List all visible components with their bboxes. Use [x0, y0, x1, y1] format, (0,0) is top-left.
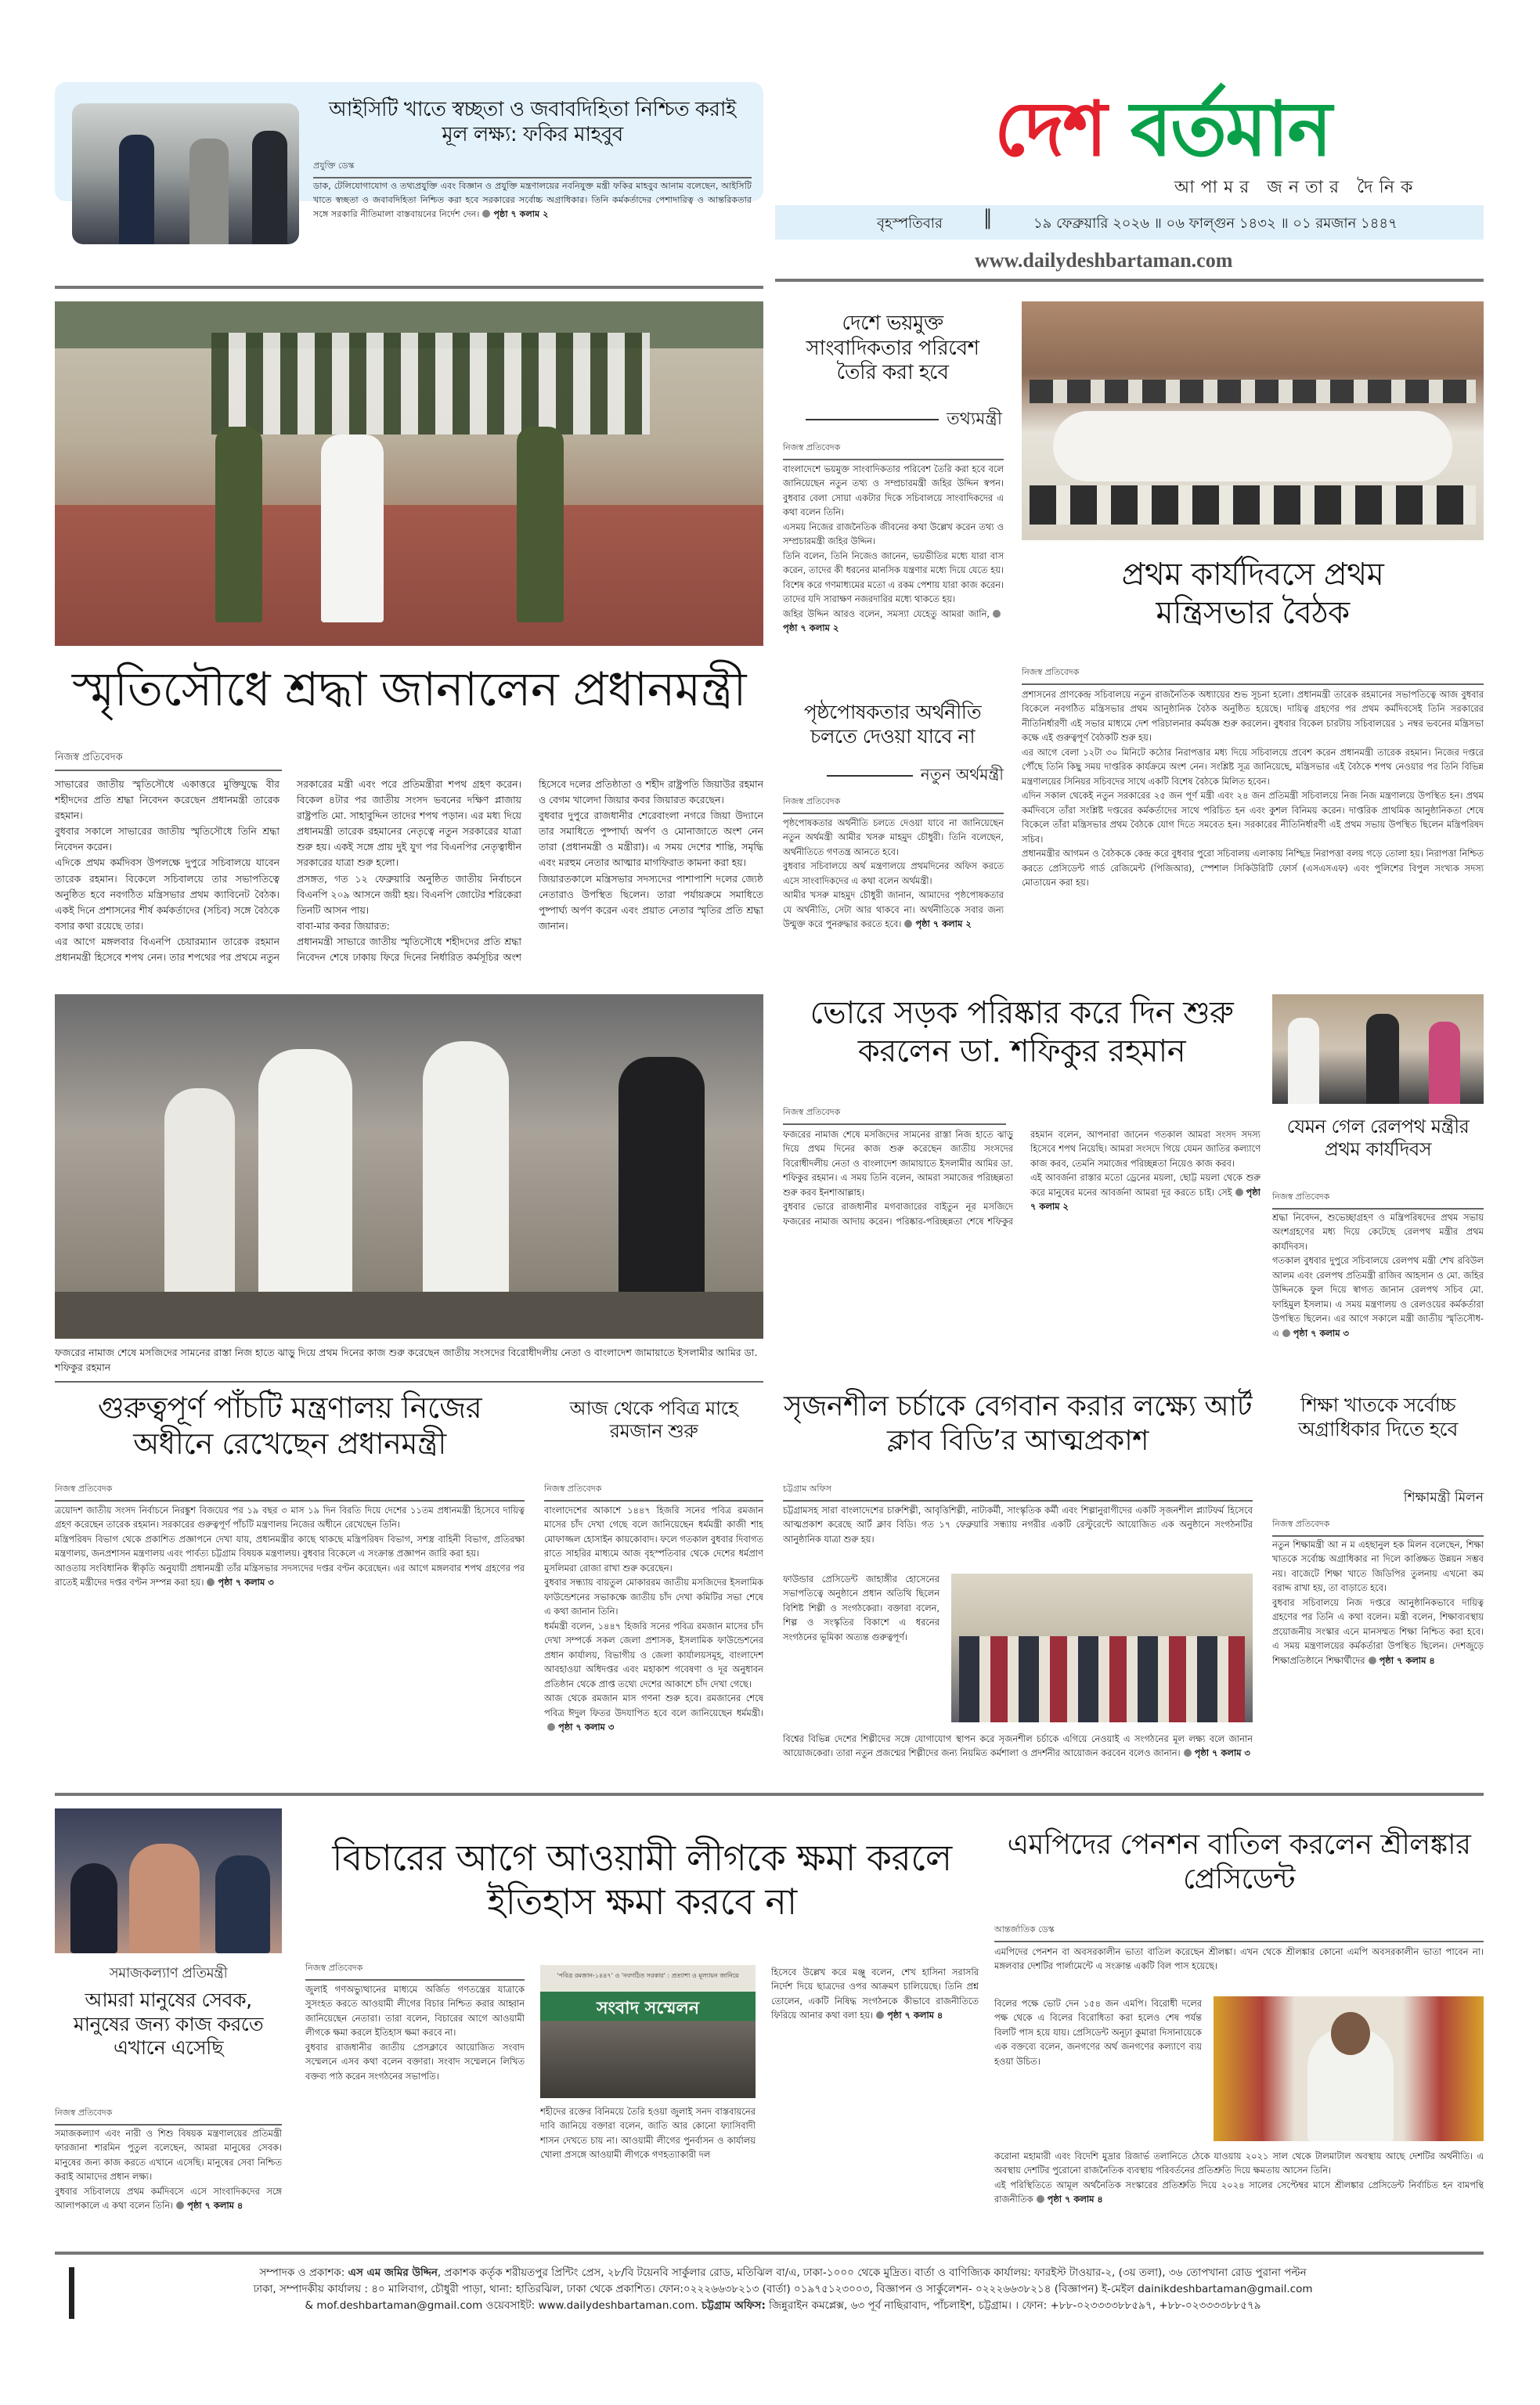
ear-headline[interactable]: আইসিটি খাতে স্বচ্ছতা ও জবাবদিহিতা নিশ্চিত করাই মূল লক্ষ্য: ফকির মাহবুব [329, 98, 736, 146]
continue-dot-icon [1037, 2195, 1044, 2203]
ear-photo [72, 103, 299, 244]
cleanup-photo [55, 994, 763, 1339]
imprint-line-1: সম্পাদক ও প্রকাশক: এস এম জমির উদ্দিন, প্রকাশক কর্তৃক শরীয়তপুর প্রিন্টিং প্রেস, ২৮/বি টয়েনবি সার্কুলার রোড, মতিঝিল বা/এ, ঢাকা-১০০০ থেকে মুদ্রিত। বার্তা ও বাণিজ্যিক কার্যালয়: ফারইস্ট টাওয়ার-২, (৩য় তলা), ৩৬ তোপখানা রোড পুরানা পল্টন [259, 2266, 1307, 2279]
awami-banner-title: সংবাদ সম্মেলন [596, 1999, 700, 2018]
cabinet-headline[interactable]: প্রথম কার্যদিবসে প্রথম মন্ত্রিসভার বৈঠক [1121, 557, 1384, 631]
finance-minister-continued-link[interactable]: পৃষ্ঠা ৭ কলাম ২ [915, 918, 972, 930]
lead-byline: নিজস্ব প্রতিবেদক [55, 750, 282, 771]
lead-photo [55, 301, 763, 646]
continue-dot-icon [547, 1723, 555, 1731]
logo-bartaman: বর্তমান [1130, 85, 1331, 173]
info-minister-continued-link[interactable]: পৃষ্ঠা ৭ কলাম ২ [783, 622, 839, 634]
education-kicker: শিক্ষামন্ত্রী মিলন [1403, 1490, 1484, 1505]
masthead-tagline: আপামর জনতার দৈনিক [1174, 178, 1419, 197]
cleanup-caption: ফজরের নামাজ শেষে মসজিদের সামনের রাস্তা নিজ হাতে ঝাড়ু দিয়ে প্রথম দিনের কাজ শুরু করেছেন জাতীয় সংসদের বিরোধীদলীয় নেতা ও বাংলাদেশ জামায়াতে ইসলামীর আমির ডা. শফিকুর রহমান [55, 1347, 758, 1374]
five-ministries-headline[interactable]: গুরুত্বপূর্ণ পাঁচটি মন্ত্রণালয় নিজের অধীনে রেখেছেন প্রধানমন্ত্রী [97, 1390, 482, 1462]
social-welfare-headline[interactable]: আমরা মানুষের সেবক, মানুষের জন্য কাজ করতে এখানে এসেছি [73, 1989, 264, 2059]
continue-dot-icon [904, 920, 912, 928]
website-link[interactable]: www.dailydeshbartaman.com [975, 249, 1233, 272]
ear-continued-link[interactable]: পৃষ্ঠা ৭ কলাম ২ [493, 208, 549, 219]
continue-dot-icon [993, 610, 1001, 618]
art-club-photo [951, 1574, 1253, 1722]
art-club-headline[interactable]: সৃজনশীল চর্চাকে বেগবান করার লক্ষ্যে আর্ট ক্লাব বিডি’র আত্মপ্রকাশ [784, 1390, 1252, 1457]
logo-desh: দেশ [994, 85, 1106, 173]
imprint-line-3: & mof.deshbartaman@gmail.com ওয়েবসাইট: www.dailydeshbartaman.com. চট্টগ্রাম অফিস: জিন্নুরাইন কমপ্লেক্স, ৬৩ পূর্ব নাছিরাবাদ, পাঁচলাইশ, চট্টগ্রাম। । ফোন: +৮৮-০২৩৩৩৩৮৮৫৯৭, +৮৮-০২৩৩৩৩৮৮৫৭৯ [305, 2299, 1261, 2312]
finance-minister-kicker: নতুন অর্থমন্ত্রী [783, 763, 1004, 789]
social-welfare-photo [55, 1808, 282, 1953]
continue-dot-icon [176, 2201, 184, 2209]
education-continued-link[interactable]: পৃষ্ঠা ৭ কলাম ৪ [1379, 1654, 1435, 1666]
ramadan-headline[interactable]: আজ থেকে পবিত্র মাহে রমজান শুরু [569, 1397, 738, 1443]
continue-dot-icon [1369, 1657, 1376, 1664]
imprint-line-2: ঢাকা, সম্পাদকীয় কার্যালয় : ৪০ মালিবাগ, চৌধুরী পাড়া, থানা: হাতিরঝিল, ঢাকা থেকে প্রকাশিত। ফোন:০২২২৬৬৩৮২১৩ (বার্তা) ০১৯৭৫১২৩০০৩, বিজ্ঞাপন ও সার্কুলেশন- ০২২২৬৬৩৮২১৪ (বিজ্ঞাপন) ই-মেইল dainikdeshbartaman@gmail.com [253, 2282, 1313, 2295]
continue-dot-icon [482, 210, 490, 218]
date-line: ১৯ ফেব্রুয়ারি ২০২৬ ॥ ০৬ ফাল্গুন ১৪৩২ ॥ ০১ রমজান ১৪৪৭ [1033, 215, 1398, 232]
finance-minister-headline[interactable]: পৃষ্ঠপোষকতার অর্থনীতি চলতে দেওয়া যাবে না [803, 701, 982, 748]
kicker-rule [806, 419, 939, 420]
lead-headline[interactable]: স্মৃতিসৌধে শ্রদ্ধা জানালেন প্রধানমন্ত্রী [71, 662, 747, 717]
railway-body: শ্রদ্ধা নিবেদন, শুভেচ্ছাগ্রহণ ও মন্ত্রিপরিষদের প্রথম সভায় অংশগ্রহণের মধ্য দিয়ে কেটেছে রেলপথ মন্ত্রীর প্রথম কার্যদিবস। গতকাল বুধবার দুপুরে সচিবালয়ে রেলপথ মন্ত্রী শেখ রবিউল আলম এবং রেলপথ প্রতিমন্ত্রী রাজিব আহসান ও মো. জহির উদ্দিনকে ফুল দিয়ে স্বাগত জানান রেলপথ সচিব মো. ফাহিমুল ইসলাম। এ সময় মন্ত্রণালয় ও রেলওয়ের কর্মকর্তারা উপস্থিত ছিলেন। এর আগে সকালে মন্ত্রী জাতীয় স্মৃতিসৌধ-এ পৃষ্ঠা ৭ কলাম ৩ [1272, 1212, 1484, 1339]
cabinet-photo [1022, 301, 1484, 540]
awami-body-left: জুলাই গণঅভ্যুত্থানের মাধ্যমে অর্জিত গণতন্ত্রের যাত্রাকে সুসংহত করতে আওয়ামী লীগের বিচার নিশ্চিত করার আহ্বান জানিয়েছেন নেতারা। তারা বলেন, বিচারের আগে আওয়ামী লীগকে ক্ষমা করলে ইতিহাস ক্ষমা করবে না। বুধবার রাজধানীর জাতীয় প্রেসক্লাবে আয়োজিত সংবাদ সম্মেলনে এসব কথা বলেন বক্তারা। সংবাদ সম্মেলনে লিখিত বক্তব্য পাঠ করেন সংগঠনের সভাপতি। [305, 1984, 525, 2082]
social-welfare-byline: নিজস্ব প্রতিবেদক [55, 2106, 282, 2126]
education-byline: নিজস্ব প্রতিবেদক [1272, 1517, 1484, 1537]
cabinet-byline: নিজস্ব প্রতিবেদক [1022, 665, 1484, 685]
art-club-body-left: ফাউন্ডার প্রেসিডেন্ট জাহাঙ্গীর হোসেনের সভাপতিত্বে অনুষ্ঠানে প্রধান অতিথি ছিলেন বিশিষ্ট শিল্পী ও সংগঠকেরা। বক্তারা বলেন, শিল্প ও সংস্কৃতির বিকাশে এ ধরনের সংগঠনের ভূমিকা অত্যন্ত গুরুত্বপূর্ণ। [783, 1574, 940, 1642]
date-band [775, 205, 1484, 240]
ear-box [55, 82, 763, 219]
cleanup-headline[interactable]: ভোরে সড়ক পরিষ্কার করে দিন শুরু করলেন ডা. শফিকুর রহমান [810, 995, 1234, 1069]
education-headline[interactable]: শিক্ষা খাতকে সর্বোচ্চ অগ্রাধিকার দিতে হবে [1298, 1394, 1458, 1440]
srilanka-headline[interactable]: এমপিদের পেনশন বাতিল করলেন শ্রীলঙ্কার প্রেসিডেন্ট [1007, 1829, 1471, 1895]
ramadan-continued-link[interactable]: পৃষ্ঠা ৭ কলাম ৩ [558, 1722, 615, 1733]
five-ministries-byline: নিজস্ব প্রতিবেদক [55, 1482, 525, 1502]
art-club-continued-link[interactable]: পৃষ্ঠা ৭ কলাম ৩ [1194, 1747, 1250, 1759]
srilanka-photo [1214, 1996, 1484, 2141]
continue-dot-icon [1282, 1329, 1290, 1337]
cleanup-byline: নিজস্ব প্রতিবেদক [783, 1105, 1006, 1125]
cabinet-body: প্রশাসনের প্রাণকেন্দ্র সচিবালয়ে নতুন রাজনৈতিক অধ্যায়ের শুভ সূচনা হলো। প্রধানমন্ত্রী তারেক রহমানের সভাপতিত্বে আজ বুধবার বিকেলে নবগঠিত মন্ত্রিসভার প্রথম আনুষ্ঠানিক বৈঠক অনুষ্ঠিত হয়েছে। দায়িত্ব গ্রহণের পর প্রথম কর্মদিবসেই তিনি সরকারের নীতিনির্ধারণী এই সভার মাধ্যমে দেশ পরিচালনার কর্মযজ্ঞ শুরু করলেন। বুধবার বিকেল চারটায় সচিবালয়ের ১ নম্বর ভবনের মন্ত্রিসভা কক্ষে এই গুরুত্বপূর্ণ বৈঠকটি শুরু হয়। এর আগে বেলা ১২টা ৩০ মিনিটে কঠোর নিরাপত্তার মধ্য দিয়ে সচিবালয়ে প্রবেশ করেন প্রধানমন্ত্রী তারেক রহমান। নিজের দপ্তরে পৌঁছে তিনি কিছু সময় দাপ্তরিক কার্যক্রমে অংশ নেন। সংশ্লিষ্ট সূত্র জানিয়েছে, মন্ত্রিসভার এই বৈঠকে শপথ নেওয়ার পর তিনি বিভিন্ন মন্ত্রণালয়ের সিনিয়র সচিবদের সাথে একটি বিশেষ বৈঠকে মিলিত হবেন। এদিন সকাল থেকেই নতুন সরকারের ২৫ জন পূর্ণ মন্ত্রী এবং ২৪ জন প্রতিমন্ত্রী সচিবালয়ে নিজ নিজ মন্ত্রণালয়ে উপস্থিত হন। প্রথম কর্মদিবসে তাঁরা সংশ্লিষ্ট দপ্তরের কর্মকর্তাদের সাথে পরিচিত হন এবং কুশল বিনিময় করেন। দাপ্তরিক প্রাথমিক আনুষ্ঠানিকতা শেষে বিকেলে তাঁরা মন্ত্রিসভার প্রথম বৈঠকে যোগ দিতে সমবেত হন। সরকারের নীতিনির্ধারণী এই প্রথম সভায় উপস্থিত ছিলেন মন্ত্রিপরিষদ সচিব। প্রধানমন্ত্রীর আগমন ও বৈঠককে কেন্দ্র করে বুধবার পুরো সচিবালয় এলাকায় নিশ্ছিদ্র নিরাপত্তা বলয় গড়ে তোলা হয়। নিরাপত্তা নিশ্চিত করতে প্রেসিডেন্ট গার্ড রেজিমেন্ট (পিজিআর), স্পেশাল সিকিউরিটি ফোর্স (এসএসএফ) এবং পুলিশের বিপুল সংখ্যক সদস্য মোতায়েন করা হয়। [1022, 689, 1484, 889]
education-body: নতুন শিক্ষামন্ত্রী আ ন ম এহছানুল হক মিলন বলেছেন, শিক্ষা খাতকে সর্বোচ্চ অগ্রাধিকার না দিলে কাঙ্ক্ষিত উন্নয়ন সম্ভব নয়। বাজেটে শিক্ষা খাতে জিডিপির তুলনায় এখনো কম বরাদ্দ রাখা হয়, তা বাড়াতে হবে। বুধবার সচিবালয়ে নিজ দপ্তরে আনুষ্ঠানিকভাবে দায়িত্ব গ্রহণের পর তিনি এ কথা বলেন। মন্ত্রী বলেন, শিক্ষাব্যবস্থায় প্রয়োজনীয় সংস্কার এনে মানসম্মত শিক্ষা নিশ্চিত করা হবে। এ সময় মন্ত্রণালয়ের কর্মকর্তারা উপস্থিত ছিলেন। দেশজুড়ে শিক্ষাপ্রতিষ্ঠানে শিক্ষার্থীদের পৃষ্ঠা ৭ কলাম ৪ [1272, 1539, 1484, 1666]
art-club-body-bottom: বিশ্বের বিভিন্ন দেশের শিল্পীদের সঙ্গে যোগাযোগ স্থাপন করে সৃজনশীল চর্চাকে এগিয়ে নেওয়াই এ সংগঠনের মূল লক্ষ্য বলে জানান আয়োজকেরা। তারা নতুন প্রজন্মের শিল্পীদের জন্য নিয়মিত কর্মশালা ও প্রদর্শনীর আয়োজন করবেন বলেও জানান। পৃষ্ঠা ৭ কলাম ৩ [783, 1733, 1253, 1759]
finance-minister-byline: নিজস্ব প্রতিবেদক [783, 795, 1004, 814]
ear-byline: প্রযুক্তি ডেস্ক [313, 159, 752, 178]
ctg-office-label: চট্টগ্রাম অফিস: [701, 2299, 766, 2312]
kicker-rule [827, 775, 913, 777]
art-club-body-top: চট্টগ্রামসহ সারা বাংলাদেশের চারুশিল্পী, আবৃত্তিশিল্পী, নাট্যকর্মী, সাংস্কৃতিক কর্মী এবং শিল্পানুরাগীদের একটি সৃজনশীল প্ল্যাটফর্ম হিসেবে আত্মপ্রকাশ করেছে আর্ট ক্লাব বিডি। গত ১৭ ফেব্রুয়ারি সন্ধ্যায় নগরীর একটি রেস্টুরেন্টে আয়োজিত এক অনুষ্ঠানে সংগঠনটির আনুষ্ঠানিক যাত্রা শুরু হয়। [783, 1505, 1253, 1545]
five-ministries-continued-link[interactable]: পৃষ্ঠা ৭ কলাম ৩ [218, 1577, 274, 1588]
cleanup-continued-link[interactable]: পৃষ্ঠা ৭ কলাম ২ [1030, 1186, 1260, 1213]
srilanka-continued-link[interactable]: পৃষ্ঠা ৭ কলাম ৪ [1047, 2194, 1103, 2205]
continue-dot-icon [207, 1578, 215, 1586]
lead-body: সাভারের জাতীয় স্মৃতিসৌধে একাত্তরে মুক্তিযুদ্ধে বীর শহীদদের প্রতি শ্রদ্ধা নিবেদন করেছেন প্রধানমন্ত্রী তারেক রহমান। বুধবার সকালে সাভারের জাতীয় স্মৃতিসৌধে তিনি শ্রদ্ধা নিবেদন করেন। এদিকে প্রথম কর্মদিবস উপলক্ষে দুপুরে সচিবালয়ে যাবেন তারেক রহমান। বিকেলে সচিবালয়ে তার সভাপতিত্বে অনুষ্ঠিত হবে নবগঠিত মন্ত্রিসভার প্রথম ক্যাবিনেট বৈঠক। একই দিনে প্রশাসনের শীর্ষ কর্মকর্তাদের (সচিব) সঙ্গে বৈঠকে বসার কথা রয়েছে তার। এর আগে মঙ্গলবার বিএনপি চেয়ারম্যান তারেক রহমান প্রধানমন্ত্রী হিসেবে শপথ নেন। তার শপথের পর প্রথমে নতুন সরকারের মন্ত্রী এবং পরে প্রতিমন্ত্রীরা শপথ গ্রহণ করেন। বিকেল ৪টার পর জাতীয় সংসদ ভবনের দক্ষিণ প্লাজায় রাষ্ট্রপতি মো. সাহাবুদ্দিন তাদের শপথ পড়ান। এর মধ্য দিয়ে প্রধানমন্ত্রী তারেক রহমানের নেতৃত্বে নতুন সরকারের যাত্রা শুরু হয়। একই সঙ্গে প্রায় দুই যুগ পর বিএনপির নেতৃত্বাধীন সরকারের যাত্রা শুরু হলো। প্রসঙ্গত, গত ১২ ফেব্রুয়ারি অনুষ্ঠিত জাতীয় নির্বাচনে বিএনপি ২০৯ আসনে জয়ী হয়। বিএনপি জোটের শরিকেরা তিনটি আসন পায়। বাবা-মার কবর জিয়ারত: প্রধানমন্ত্রী সাভারে জাতীয় স্মৃতিসৌধে শহীদদের প্রতি শ্রদ্ধা নিবেদন শেষে ঢাকায় ফিরে দিনের নির্ধারিত কর্মসূচির অংশ হিসেবে দলের প্রতিষ্ঠাতা ও শহীদ রাষ্ট্রপতি জিয়াউর রহমান ও বেগম খালেদা জিয়ার কবর জিয়ারত করেছেন। বুধবার দুপুরে রাজধানীর শেরেবাংলা নগরে জিয়া উদ্যানে তার সমাধিতে পুষ্পার্ঘ্য অর্পণ ও মোনাজাতে অংশ নেন তারা (প্রধানমন্ত্রী ও মন্ত্রীরা)। এ সময় দেশের শান্তি, সমৃদ্ধি এবং মরহুম নেতার আত্মার মাগফিরাত কামনা করা হয়। জিয়ারতকালে মন্ত্রিসভার সদস্যদের পাশাপাশি দলের জ্যেষ্ঠ নেতারাও উপস্থিত ছিলেন। তারা পর্যায়ক্রমে সমাধিতে পুষ্পার্ঘ্য অর্পণ করেন এবং প্রয়াত নেতার স্মৃতির প্রতি শ্রদ্ধা জানান। [55, 778, 763, 964]
railway-headline[interactable]: যেমন গেল রেলপথ মন্ত্রীর প্রথম কার্যদিবস [1286, 1116, 1470, 1161]
railway-photo [1272, 994, 1484, 1104]
continue-dot-icon [1235, 1188, 1243, 1196]
finance-minister-body: পৃষ্ঠপোষকতার অর্থনীতি চলতে দেওয়া যাবে না জানিয়েছেন নতুন অর্থমন্ত্রী আমীর খসরু মাহমুদ চৌধুরী। তিনি বলেছেন, অর্থনীতিতে গণতন্ত্র আনতে হবে। বুধবার সচিবালয়ে অর্থ মন্ত্রণালয়ে প্রথমদিনের অফিস করতে এসে সাংবাদিকদের এ কথা বলেন অর্থমন্ত্রী। আমীর খসরু মাহমুদ চৌধুরী জানান, আমাদের পৃষ্ঠপোষকতার যে অর্থনীতি, সেটা আর থাকবে না। অর্থনীতিকে সবার জন্য উন্মুক্ত করে পুনরুদ্ধার করতে হবে। পৃষ্ঠা ৭ কলাম ২ [783, 817, 1004, 930]
editor-name: এস এম জমির উদ্দিন [348, 2266, 438, 2279]
srilanka-byline: আন্তর্জাতিক ডেস্ক [994, 1923, 1484, 1942]
ear-body: ডাক, টেলিযোগাযোগ ও তথ্যপ্রযুক্তি এবং বিজ্ঞান ও প্রযুক্তি মন্ত্রণালয়ের নবনিযুক্ত মন্ত্রী ফকির মাহবুব আনাম বলেছেন, আইসিটি খাতে স্বচ্ছতা ও জবাবদিহিতা নিশ্চিত করা হবে সরকারের সর্বোচ্চ অগ্রাধিকার। তিনি কর্মকর্তাদের পেশাদারিত্ব ও আন্তরিকতার সঙ্গে সরকারি নীতিমালা বাস্তবায়নের নির্দেশ দেন। পৃষ্ঠা ৭ কলাম ২ [313, 181, 752, 219]
social-welfare-continued-link[interactable]: পৃষ্ঠা ৭ কলাম ৪ [187, 2200, 243, 2212]
cleanup-body: ফজরের নামাজ শেষে মসজিদের সামনের রাস্তা নিজ হাতে ঝাড়ু দিয়ে প্রথম দিনের কাজ শুরু করেছেন জাতীয় সংসদের বিরোধীদলীয় নেতা ও বাংলাদেশ জামায়াতে ইসলামীর আমির ডা. শফিকুর রহমান। এ সময় তিনি বলেন, আমরা সমাজের পরিচ্ছন্নতা শুরু করব ইনশাআল্লাহ। বুধবার ভোরে রাজধানীর মগবাজারের বাইতুন নূর মসজিদে ফজরের নামাজ আদায় করেন। পরিষ্কার-পরিচ্ছন্নতা শেষে শফিকুর রহমান বলেন, আপনারা জানেন গতকাল আমরা সংসদ সদস্য হিসেবে শপথ নিয়েছি। আমরা সংসদে গিয়ে যেমন জাতির কল্যাণে কাজ করব, তেমনি সমাজের পরিচ্ছন্নতা নিয়েও কাজ করব। এই আবর্জনা রাস্তার মতো ড্রেনের ময়লা, ছোট্ট ময়লা থেকে শুরু করে মানুষের মনের আবর্জনা আমরা দূর করতে চাই। সেই পৃষ্ঠা ৭ কলাম ২ [783, 1129, 1260, 1227]
srilanka-body-bottom: করোনা মহামারী এবং বিদেশি মুদ্রার রিজার্ভ তলানিতে ঠেকে যাওয়ায় ২০২১ সাল থেকে টালমাটাল অবস্থায় আছে দেশটির অর্থনীতি। এ অবস্থায় দেশটির পুরোনো রাজনৈতিক ব্যবস্থায় পরিবর্তনের প্রতিশ্রুতি দিয়ে ক্ষমতায় আসেন তিনি। এই পরিস্থিতিতে আমূল অর্থনৈতিক সংস্কারের প্রতিশ্রুতি দিয়ে ২০২৪ সালের সেপ্টেম্বর মাসে শ্রীলঙ্কার প্রেসিডেন্ট নির্বাচিত হন বামপন্থি রাজনীতিক পৃষ্ঠা ৭ কলাম ৪ [994, 2151, 1484, 2205]
continue-dot-icon [876, 2011, 884, 2019]
imprint [86, 2265, 1480, 2314]
footer-bar-mark [69, 2267, 74, 2319]
info-minister-headline[interactable]: দেশে ভয়মুক্ত সাংবাদিকতার পরিবেশ তৈরি করা হবে [806, 312, 979, 385]
awami-photo [540, 1965, 756, 2098]
srilanka-body-top: এমপিদের পেনশন বা অবসরকালীন ভাতা বাতিল করেছেন শ্রীলঙ্কা। এখন থেকে শ্রীলঙ্কার কোনো এমপি অবসরকালীন ভাতা পাবেন না। মঙ্গলবার দেশটির পার্লামেন্টে এ সংক্রান্ত একটি বিল পাস হয়েছে। [994, 1946, 1484, 1972]
railway-continued-link[interactable]: পৃষ্ঠা ৭ কলাম ৩ [1293, 1327, 1349, 1339]
awami-headline[interactable]: বিচারের আগে আওয়ামী লীগকে ক্ষমা করলে ইতিহাস ক্ষমা করবে না [332, 1837, 952, 1924]
srilanka-body-left: বিলের পক্ষে ভোট দেন ১৫৪ জন এমপি। বিরোধী দলের পক্ষ থেকে এ বিলের বিরোধিতা করা হলেও শেষ পর্যন্ত বিলটি পাস হয়ে যায়। প্রেসিডেন্ট অনূঢ়া কুমারা দিসানায়েকে এক বক্তব্যে বলেন, জনগণের অর্থ জনগণের কল্যাণে ব্যয় হওয়া উচিত। [994, 1998, 1202, 2067]
awami-body-mid: শহীদের রক্তের বিনিময়ে তৈরি হওয়া জুলাই সনদ বাস্তবায়নের দাবি জানিয়ে বক্তারা বলেন, জাতি আর কোনো ফ্যাসিবাদী শাসন দেখতে চায় না। আওয়ামী লীগের পুনর্বাসন ও কার্যালয় খোলা প্রসঙ্গে আওয়ামী লীগকে গণহত্যাকারী দল [540, 2106, 756, 2161]
masthead-logo[interactable] [994, 78, 1448, 180]
five-ministries-body: ত্রয়োদশ জাতীয় সংসদ নির্বাচনে নিরঙ্কুশ বিজয়ের পর ১৯ বছর ৩ মাস ১৯ দিন বিরতি দিয়ে দেশের ১১তম প্রধানমন্ত্রী হিসেবে দায়িত্ব গ্রহণ করেছেন তারেক রহমান। সরকারের গুরুত্বপূর্ণ পাঁচটি মন্ত্রণালয় নিজের অধীনে রেখেছেন তিনি। মন্ত্রিপরিষদ বিভাগ থেকে প্রকাশিত প্রজ্ঞাপনে দেখা যায়, প্রধানমন্ত্রীর কাছে থাকছে মন্ত্রিপরিষদ বিভাগ, সশস্ত্র বাহিনী বিভাগ, প্রতিরক্ষা মন্ত্রণালয়, জনপ্রশাসন মন্ত্রণালয় এবং পার্বত্য চট্টগ্রাম বিষয়ক মন্ত্রণালয়। বুধবার বিকেলে এ সংক্রান্ত প্রজ্ঞাপন জারি করা হয়। আওতায় সংবিধানিক স্বীকৃতি অনুযায়ী প্রধানমন্ত্রী তাঁর মন্ত্রিসভার সদস্যদের দপ্তর বণ্টন করেছেন। এর আগে মঙ্গলবার শপথ গ্রহণের পর রাতেই মন্ত্রীদের দপ্তর বণ্টন সম্পন্ন করা হয়। পৃষ্ঠা ৭ কলাম ৩ [55, 1505, 525, 1588]
ramadan-body: বাংলাদেশের আকাশে ১৪৪৭ হিজরি সনের পবিত্র রমজান মাসের চাঁদ দেখা গেছে বলে জানিয়েছেন ধর্মমন্ত্রী কাজী শাহ মোফাজ্জল হোসাইন কায়কোবাদ। ফলে গতকাল বুধবার দিবাগত রাতে সাহরির মাধ্যমে আজ বৃহস্পতিবার থেকে দেশের ধর্মপ্রাণ মুসলিমরা রোজা রাখা শুরু করেছেন। বুধবার সন্ধ্যায় বায়তুল মোকাররম জাতীয় মসজিদের ইসলামিক ফাউন্ডেশনের সভাকক্ষে জাতীয় চাঁদ দেখা কমিটির সভা শেষে এ কথা জানান তিনি। ধর্মমন্ত্রী বলেন, ১৪৪৭ হিজরি সনের পবিত্র রমজান মাসের চাঁদ দেখা সম্পর্কে সকল জেলা প্রশাসক, ইসলামিক ফাউন্ডেশনের প্রধান কার্যালয়, বিভাগীয় ও জেলা কার্যালয়সমূহ, বাংলাদেশ আবহাওয়া অধিদপ্তর এবং মহাকাশ গবেষণা ও দূর অনুধাবন প্রতিষ্ঠান থেকে প্রাপ্ত তথ্যে দেশের আকাশে চাঁদ দেখা গেছে। আজ থেকে রমজান মাস গণনা শুরু হবে। রমজানের শেষে পবিত্র ঈদুল ফিতর উদযাপিত হবে বলে জানিয়েছেন ধর্মমন্ত্রী।পৃষ্ঠা ৭ কলাম ৩ [544, 1505, 763, 1733]
social-welfare-body: সমাজকল্যাণ এবং নারী ও শিশু বিষয়ক মন্ত্রণালয়ের প্রতিমন্ত্রী ফারজানা শারমিন পুতুল বলেছেন, আমরা মানুষের সেবক। মানুষের জন্য কাজ করতে এখানে এসেছি। মানুষের সেবা নিশ্চিত করাই আমাদের প্রধান লক্ষ্য। বুধবার সচিবালয়ে প্রথম কর্মদিবসে এসে সাংবাদিকদের সঙ্গে আলাপকালে এ কথা বলেন তিনি। পৃষ্ঠা ৭ কলাম ৪ [55, 2128, 282, 2212]
date-separator: ║ [983, 210, 994, 229]
awami-byline: নিজস্ব প্রতিবেদক [305, 1961, 525, 1981]
railway-byline: নিজস্ব প্রতিবেদক [1272, 1190, 1484, 1210]
day-label: বৃহস্পতিবার [877, 215, 943, 232]
awami-continued-link[interactable]: পৃষ্ঠা ৭ কলাম ৪ [887, 2010, 943, 2021]
continue-dot-icon [1184, 1749, 1192, 1757]
social-welfare-kicker: সমাজকল্যাণ প্রতিমন্ত্রী [109, 1965, 228, 1981]
awami-banner-subtitle: 'পবিত্র রমজান-১৪৪৭' ও 'নবগঠিত সরকার' : প্রত্যাশা ও মূল্যায়ন জানিয়ে [557, 1972, 739, 1979]
awami-body-right: হিসেবে উল্লেখ করে মঞ্জু বলেন, শেখ হাসিনা সরাসরি নির্দেশ দিয়ে ছাত্রদের ওপর আক্রমণ চালিয়েছে। তিনি প্রশ্ন তোলেন, একটি নিষিদ্ধ সংগঠনকে কীভাবে রাজনীতিতে ফিরিয়ে আনার কথা বলা হয়। পৃষ্ঠা ৭ কলাম ৪ [771, 1967, 979, 2021]
info-minister-body: বাংলাদেশে ভয়মুক্ত সাংবাদিকতার পরিবেশ তৈরি করা হবে বলে জানিয়েছেন নতুন তথ্য ও সম্প্রচারমন্ত্রী জহির উদ্দিন স্বপন। বুধবার বেলা সোয়া একটার দিকে সচিবালয়ে সাংবাদিকদের এ কথা বলেন তিনি। এসময় নিজের রাজনৈতিক জীবনের কথা উল্লেখ করেন তথ্য ও সম্প্রচারমন্ত্রী জহির উদ্দিন। তিনি বলেন, তিনি নিজেও জানেন, ভয়ভীতির মধ্যে যারা বাস করেন, তাদের কী ধরনের মানসিক যন্ত্রণার মধ্যে দিয়ে যেতে হয়। বিশেষ করে গণমাধ্যমের মতো এ রকম পেশায় যারা কাজ করেন। তাদের যদি সারাক্ষণ নজরদারির মধ্যে থাকতে হয়। জহির উদ্দিন আরও বলেন, সমস্যা যেহেতু আমরা জানি,পৃষ্ঠা ৭ কলাম ২ [783, 463, 1004, 634]
info-minister-byline: নিজস্ব প্রতিবেদক [783, 441, 1004, 460]
footer-contact-links[interactable]: & mof.deshbartaman@gmail.com ওয়েবসাইট: www.dailydeshbartaman.com. [305, 2299, 698, 2312]
ramadan-byline: নিজস্ব প্রতিবেদক [544, 1482, 763, 1502]
art-club-byline: চট্টগ্রাম অফিস [783, 1482, 1253, 1502]
info-minister-kicker: তথ্যমন্ত্রী [787, 406, 1002, 434]
